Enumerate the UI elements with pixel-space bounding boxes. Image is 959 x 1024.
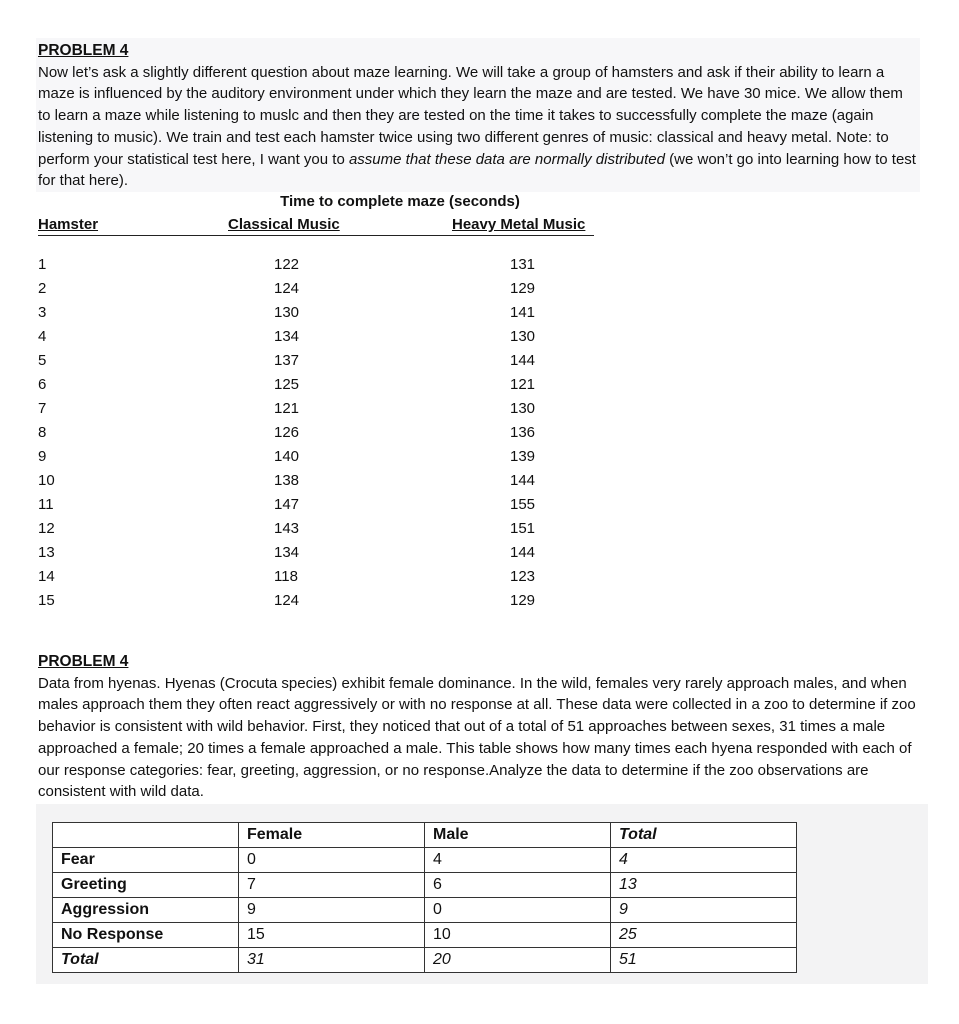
total-row-label: Total — [53, 948, 239, 973]
table-header-row — [53, 823, 797, 848]
table-row — [53, 898, 797, 923]
row-label: No Response — [53, 923, 239, 948]
col-header-hamster: Hamster — [38, 216, 99, 233]
classical-time: 130 — [274, 304, 300, 321]
classical-time: 122 — [274, 256, 300, 273]
table-row — [0, 568, 620, 592]
classical-time: 143 — [274, 520, 300, 537]
metal-time: 121 — [510, 376, 536, 393]
table-row — [0, 280, 620, 304]
hamster-id: 10 — [38, 472, 55, 489]
classical-time: 140 — [274, 448, 300, 465]
problem2-paragraph: Data from hyenas. Hyenas (Crocuta species) exhibit female dominance. In the wild, females very rarely approach males, and when males approach them they often react aggressively or with no response at all. These data were collected in a zoo to determine if zoo behavior is consistent with wild behavior. First, they noticed that out of a total of 51 approaches between sexes, 31 times a male approached a female; 20 times a female approached a male. This table shows how many times each hyena responded with each of our response categories: fear, greeting, aggression, or no response.Analyze the data to determine if the zoo observations are consistent with wild data. — [38, 674, 916, 801]
male-total: 20 — [425, 948, 611, 973]
male-count: 0 — [425, 898, 611, 923]
col-header-metal: Heavy Metal Music — [452, 216, 586, 233]
hamster-id: 4 — [38, 328, 47, 345]
classical-time: 134 — [274, 544, 300, 561]
total-count: 4 — [611, 848, 797, 873]
metal-time: 151 — [510, 520, 536, 537]
classical-time: 137 — [274, 352, 300, 369]
table-row — [53, 873, 797, 898]
table-row — [0, 448, 620, 472]
hamster-id: 5 — [38, 352, 47, 369]
hamster-id: 11 — [38, 496, 54, 513]
hamster-id: 13 — [38, 544, 55, 561]
table-row — [0, 544, 620, 568]
female-count: 15 — [239, 923, 425, 948]
metal-time: 139 — [510, 448, 536, 465]
table-row — [0, 496, 620, 520]
header-rule — [38, 235, 594, 236]
table-row — [0, 256, 620, 280]
metal-time: 155 — [510, 496, 536, 513]
grand-total: 51 — [611, 948, 797, 973]
col-header-classical: Classical Music — [228, 216, 340, 233]
hamster-id: 14 — [38, 568, 55, 585]
header-total: Total — [611, 823, 797, 848]
metal-time: 141 — [510, 304, 536, 321]
metal-time: 144 — [510, 472, 536, 489]
metal-time: 130 — [510, 328, 536, 345]
metal-time: 129 — [510, 280, 536, 297]
male-count: 10 — [425, 923, 611, 948]
female-count: 0 — [239, 848, 425, 873]
header-blank — [53, 823, 239, 848]
classical-time: 121 — [274, 400, 300, 417]
classical-time: 126 — [274, 424, 300, 441]
table-row — [0, 304, 620, 328]
problem1-heading: PROBLEM 4 — [38, 42, 129, 59]
table-row — [0, 592, 620, 616]
problem1-text-a: Now let’s ask a slightly different question about maze learning. We will take a group of hamsters and ask if their ability to learn a maze is influenced by the auditory environment under which they learn the maze and are tested. We have 30 mice. We allow them to learn a maze while listening to muslc and then they are tested on the time it takes to successfully complete the maze (again listening to music). We train and test each hamster twice using two different genres of music: classical and heavy metal. Note: to perform your statistical test here, I want you to — [38, 63, 903, 168]
problem2-heading: PROBLEM 4 — [38, 653, 129, 670]
total-count: 13 — [611, 873, 797, 898]
hamster-id: 12 — [38, 520, 55, 537]
table-row — [53, 923, 797, 948]
total-count: 9 — [611, 898, 797, 923]
classical-time: 118 — [274, 568, 298, 585]
table-row — [0, 520, 620, 544]
table-row — [0, 376, 620, 400]
header-female: Female — [239, 823, 425, 848]
row-label: Fear — [53, 848, 239, 873]
classical-time: 138 — [274, 472, 300, 489]
row-label: Aggression — [53, 898, 239, 923]
problem2-section — [38, 651, 923, 803]
male-count: 6 — [425, 873, 611, 898]
row-label: Greeting — [53, 873, 239, 898]
hamster-id: 6 — [38, 376, 47, 393]
problem1-text-italic: assume that these data are normally distributed — [348, 150, 665, 168]
total-count: 25 — [611, 923, 797, 948]
problem1-text-b: (we won’t go into learning how to test for that here). — [38, 150, 916, 190]
female-count: 9 — [239, 898, 425, 923]
hamster-id: 15 — [38, 592, 55, 609]
classical-time: 124 — [274, 592, 300, 609]
table-row — [0, 352, 620, 376]
metal-time: 123 — [510, 568, 536, 585]
hamster-id: 7 — [38, 400, 47, 417]
maze-table-caption: Time to complete maze (seconds) — [280, 193, 520, 210]
classical-time: 147 — [274, 496, 300, 513]
problem1-section — [38, 40, 918, 192]
metal-time: 136 — [510, 424, 536, 441]
classical-time: 125 — [274, 376, 300, 393]
hamster-id: 3 — [38, 304, 47, 321]
female-total: 31 — [239, 948, 425, 973]
table-row — [0, 472, 620, 496]
table-row — [53, 848, 797, 873]
table-row — [0, 424, 620, 448]
metal-time: 130 — [510, 400, 536, 417]
hamster-id: 1 — [38, 256, 47, 273]
problem1-paragraph — [38, 62, 918, 192]
hamster-id: 2 — [38, 280, 47, 297]
hamster-id: 9 — [38, 448, 47, 465]
table-row — [0, 328, 620, 352]
hyena-response-table — [52, 822, 797, 973]
classical-time: 134 — [274, 328, 300, 345]
table-total-row — [53, 948, 797, 973]
metal-time: 144 — [510, 352, 536, 369]
female-count: 7 — [239, 873, 425, 898]
metal-time: 129 — [510, 592, 536, 609]
metal-time: 131 — [510, 256, 536, 273]
male-count: 4 — [425, 848, 611, 873]
hamster-id: 8 — [38, 424, 47, 441]
header-male: Male — [425, 823, 611, 848]
classical-time: 124 — [274, 280, 300, 297]
metal-time: 144 — [510, 544, 536, 561]
table-row — [0, 400, 620, 424]
